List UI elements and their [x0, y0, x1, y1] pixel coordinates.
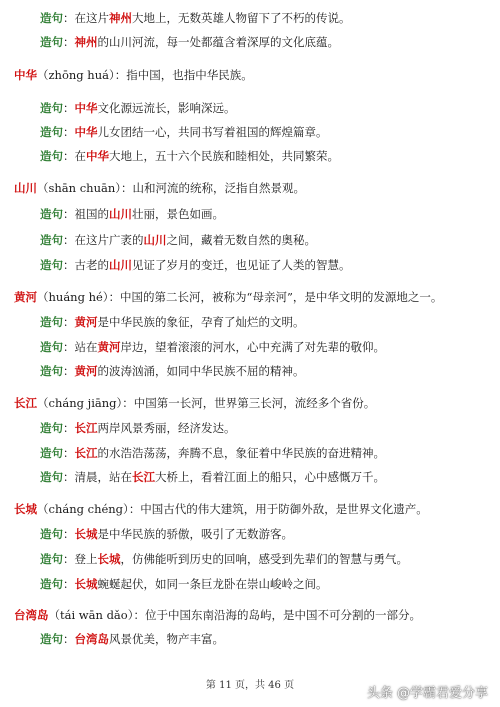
highlighted-term: 长城 [74, 577, 98, 591]
example-sentence-line [40, 34, 500, 50]
label-colon: ： [63, 364, 75, 378]
highlighted-term: 长城 [74, 527, 98, 541]
sentence-text: 古老的 [74, 258, 109, 272]
sentence-text: 的水浩浩荡荡，奔腾不息，象征着中华民族的奋进精神。 [97, 446, 385, 460]
sentence-text: 祖国的 [74, 207, 109, 221]
term-definition: ：中国的第二长河，被称为“母亲河”，是中华文明的发源地之一。 [108, 290, 443, 304]
term-definition-line [14, 289, 500, 305]
sentence-text: 大桥上，看着江面上的船只，心中感慨万千。 [155, 470, 385, 484]
sentence-label: 造句 [40, 258, 63, 272]
label-colon: ： [63, 446, 75, 460]
sentence-text: ，仿佛能听到历史的回响，感受到先辈们的智慧与勇气。 [120, 552, 408, 566]
watermark: 头条 @学霸君爱分享 [366, 686, 488, 701]
example-sentence-line [40, 551, 500, 567]
label-colon: ： [63, 101, 75, 115]
sentence-label: 造句 [40, 364, 63, 378]
sentence-label: 造句 [40, 149, 63, 163]
sentence-label: 造句 [40, 552, 63, 566]
example-sentence-line [40, 526, 500, 542]
page-footer: 第 11 页，共 46 页 [205, 680, 295, 691]
sentence-label: 造句 [40, 340, 63, 354]
highlighted-term: 中华 [74, 125, 98, 139]
sentence-text: 文化源远流长，影响深远。 [97, 101, 236, 115]
label-colon: ： [63, 421, 75, 435]
term-definition-line [14, 180, 500, 196]
term-pinyin: （cháng jiāng） [37, 396, 123, 410]
sentence-text: 壮丽，景色如画。 [132, 207, 224, 221]
label-colon: ： [63, 125, 75, 139]
label-colon: ： [63, 632, 75, 646]
label-colon: ： [63, 552, 75, 566]
sentence-text: 大地上，无数英雄人物留下了不朽的传说。 [132, 11, 351, 25]
sentence-label: 造句 [40, 315, 63, 329]
highlighted-term: 长江 [74, 421, 98, 435]
label-colon: ： [63, 470, 75, 484]
highlighted-term: 山川 [109, 258, 132, 272]
example-sentence-line [40, 363, 500, 379]
sentence-text: 见证了岁月的变迁，也见证了人类的智慧。 [132, 258, 351, 272]
sentence-text: 是中华民族的骄傲，吸引了无数游客。 [97, 527, 293, 541]
sentence-text: 登上 [74, 552, 98, 566]
term-word: 长城 [14, 502, 37, 516]
label-colon: ： [63, 35, 75, 49]
term-definition: ：中国古代的伟大建筑，用于防御外敌，是世界文化遗产。 [128, 502, 428, 516]
sentence-label: 造句 [40, 470, 63, 484]
term-pinyin: （shān chuān） [37, 181, 121, 195]
sentence-label: 造句 [40, 446, 63, 460]
sentence-text: 之间，藏着无数自然的奥秘。 [166, 233, 316, 247]
sentence-text: 在 [74, 149, 86, 163]
term-definition: ：中国第一长河，世界第三长河，流经多个省份。 [122, 396, 376, 410]
label-colon: ： [63, 340, 75, 354]
example-sentence-line [40, 576, 500, 592]
sentence-text: 在这片广袤的 [74, 233, 144, 247]
term-definition-line [14, 501, 500, 517]
term-pinyin: （cháng chéng） [37, 502, 129, 516]
sentence-text: 是中华民族的象征，孕育了灿烂的文明。 [97, 315, 305, 329]
label-colon: ： [63, 527, 75, 541]
label-colon: ： [63, 577, 75, 591]
highlighted-term: 长江 [132, 470, 155, 484]
sentence-text: 的山川河流，每一处都蕴含着深厚的文化底蕴。 [97, 35, 339, 49]
example-sentence-line [40, 257, 500, 273]
sentence-label: 造句 [40, 125, 63, 139]
term-definition-line [14, 607, 500, 623]
label-colon: ： [63, 258, 75, 272]
example-sentence-line [40, 100, 500, 116]
sentence-text: 清晨，站在 [74, 470, 132, 484]
term-definition-line [14, 395, 500, 411]
highlighted-term: 神州 [74, 35, 98, 49]
example-sentence-line [40, 206, 500, 222]
sentence-text: 在这片 [74, 11, 109, 25]
example-sentence-line [40, 148, 500, 164]
example-sentence-line [40, 124, 500, 140]
term-definition: ：指中国，也指中华民族。 [114, 68, 253, 82]
highlighted-term: 神州 [109, 11, 132, 25]
example-sentence-line [40, 339, 500, 355]
highlighted-term: 黄河 [97, 340, 121, 354]
sentence-label: 造句 [40, 577, 63, 591]
highlighted-term: 中华 [86, 149, 109, 163]
sentence-label: 造句 [40, 11, 63, 25]
term-definition: ：位于中国东南沿海的岛屿，是中国不可分割的一部分。 [133, 608, 421, 622]
highlighted-term: 黄河 [74, 315, 98, 329]
term-definition: ：山和河流的统称，泛指自然景观。 [121, 181, 305, 195]
highlighted-term: 山川 [143, 233, 167, 247]
term-pinyin: （zhōng huá） [37, 68, 115, 82]
sentence-label: 造句 [40, 527, 63, 541]
sentence-label: 造句 [40, 632, 63, 646]
term-pinyin: （tái wān dǎo） [48, 608, 134, 622]
example-sentence-line [40, 445, 500, 461]
highlighted-term: 中华 [74, 101, 98, 115]
label-colon: ： [63, 233, 75, 247]
term-word: 黄河 [14, 290, 37, 304]
sentence-text: 岸边，望着滚滚的河水，心中充满了对先辈的敬仰。 [120, 340, 385, 354]
sentence-text: 蜿蜒起伏，如同一条巨龙卧在崇山峻岭之间。 [97, 577, 328, 591]
example-sentence-line [40, 10, 500, 26]
term-word: 台湾岛 [14, 608, 49, 622]
label-colon: ： [63, 315, 75, 329]
sentence-text: 的波涛汹涌，如同中华民族不屈的精神。 [97, 364, 305, 378]
label-colon: ： [63, 11, 75, 25]
highlighted-term: 山川 [109, 207, 132, 221]
highlighted-term: 台湾岛 [74, 632, 109, 646]
sentence-label: 造句 [40, 101, 63, 115]
example-sentence-line [40, 631, 500, 647]
example-sentence-line [40, 420, 500, 436]
term-word: 山川 [14, 181, 37, 195]
example-sentence-line [40, 469, 500, 485]
sentence-label: 造句 [40, 233, 63, 247]
term-pinyin: （huáng hé） [37, 290, 109, 304]
term-word: 中华 [14, 68, 37, 82]
sentence-text: 站在 [74, 340, 98, 354]
label-colon: ： [63, 149, 75, 163]
label-colon: ： [63, 207, 75, 221]
sentence-text: 风景优美，物产丰富。 [109, 632, 224, 646]
highlighted-term: 长城 [97, 552, 121, 566]
term-word: 长江 [14, 396, 37, 410]
sentence-text: 大地上，五十六个民族和睦相处，共同繁荣。 [109, 149, 339, 163]
sentence-label: 造句 [40, 207, 63, 221]
highlighted-term: 长江 [74, 446, 98, 460]
example-sentence-line [40, 232, 500, 248]
term-definition-line [14, 67, 500, 83]
sentence-label: 造句 [40, 35, 63, 49]
example-sentence-line [40, 314, 500, 330]
sentence-text: 儿女团结一心，共同书写着祖国的辉煌篇章。 [97, 125, 328, 139]
sentence-label: 造句 [40, 421, 63, 435]
sentence-text: 两岸风景秀丽，经济发达。 [97, 421, 236, 435]
highlighted-term: 黄河 [74, 364, 98, 378]
